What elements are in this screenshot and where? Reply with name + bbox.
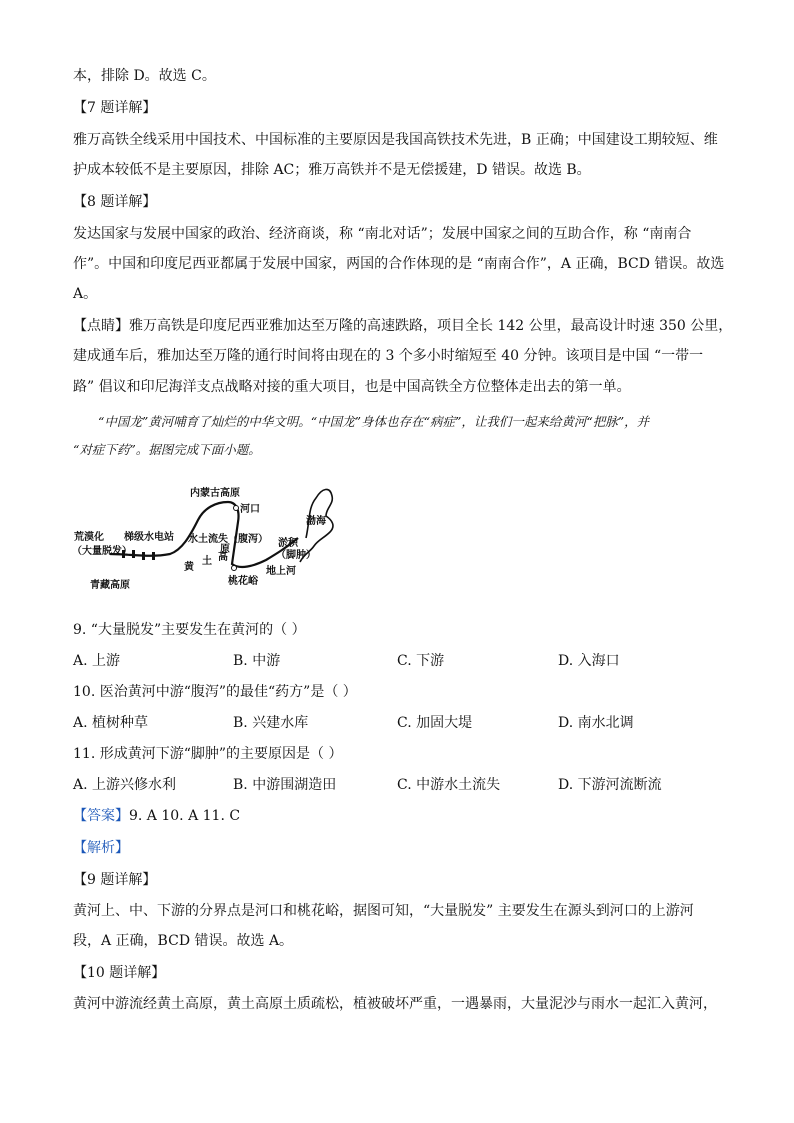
option-d: D. 南水北调 <box>558 715 634 731</box>
option-b: B. 兴建水库 <box>233 715 309 731</box>
text-line: 黄河上、中、下游的分界点是河口和桃花峪，据图可知，“大量脱发” 主要发生在源头到河口的上游河 <box>73 903 694 919</box>
question-stem: 11. 形成黄河下游“脚肿”的主要原因是（ ） <box>73 746 343 762</box>
text-line: 雅万高铁全线采用中国技术、中国标准的主要原因是我国高铁技术先进，B 正确；中国建设工期较短、维 <box>73 132 718 148</box>
map-label: （脚肿） <box>276 550 316 561</box>
q10-heading: 【10 题详解】 <box>73 965 166 981</box>
option-d: D. 入海口 <box>558 653 620 669</box>
map-label: 桃花峪 <box>228 576 258 587</box>
text-line: 建成通车后，雅加达至万隆的通行时间将由现在的 3 个多小时缩短至 40 分钟。该项目是中国 “一带一 <box>73 348 704 364</box>
text-line: 护成本较低不是主要原因，排除 AC；雅万高铁并不是无偿援建，D 错误。故选 B。 <box>73 162 591 178</box>
answer-label: 【答案】 <box>73 808 129 824</box>
map-label: 梯级水电站 <box>124 532 174 543</box>
option-c: C. 加固大堤 <box>397 715 473 731</box>
q8-heading: 【8 题详解】 <box>73 194 157 210</box>
map-label: 水土流失（腹泻） <box>188 534 268 545</box>
text-line: 黄河中游流经黄土高原，黄土高原土质疏松，植被破坏严重，一遇暴雨，大量泥沙与雨水一起汇入黄河， <box>73 996 717 1012</box>
answer-line <box>73 806 240 826</box>
map-label: 黄 <box>184 562 194 573</box>
map-label: 高 <box>218 552 228 563</box>
answer-text: 9. A 10. A 11. C <box>129 808 241 824</box>
text-line: A。 <box>73 286 98 302</box>
option-a: A. 植树种草 <box>73 715 149 731</box>
text-line: 段，A 正确，BCD 错误。故选 A。 <box>73 933 294 949</box>
map-label: 地上河 <box>266 566 296 577</box>
text-line: 路” 倡议和印尼海洋支点战略对接的重大项目，也是中国高铁全方位整体走出去的第一单。 <box>73 379 631 395</box>
analysis-label: 【解析】 <box>73 840 129 856</box>
option-b: B. 中游 <box>233 653 281 669</box>
map-label: 渤海 <box>306 516 326 527</box>
option-a: A. 上游 <box>73 653 121 669</box>
question-stem: 9. “大量脱发”主要发生在黄河的（ ） <box>73 622 306 638</box>
map-label: 土 <box>202 556 212 567</box>
text-line: 本，排除 D。故选 C。 <box>73 68 216 84</box>
q9-heading: 【9 题详解】 <box>73 872 157 888</box>
text-line: 【点睛】雅万高铁是印度尼西亚雅加达至万隆的高速跌路，项目全长 142 公里，最高设计时速 350 公里， <box>73 318 733 334</box>
option-c: C. 中游水土流失 <box>397 777 501 793</box>
map-label: 淤积 <box>278 538 298 549</box>
hekou-point <box>234 506 239 511</box>
intro-text: “对症下药”。据图完成下面小题。 <box>73 442 261 457</box>
intro-text: “中国龙”黄河哺育了灿烂的中华文明。“中国龙”身体也存在“病症”，让我们一起来给黄河“把脉”，并 <box>98 414 650 429</box>
option-d: D. 下游河流断流 <box>558 777 662 793</box>
text-line: 发达国家与发展中国家的政治、经济商谈，称 “南北对话”；发展中国家之间的互助合作，称 “南南合 <box>73 226 692 242</box>
option-b: B. 中游围湖造田 <box>233 777 337 793</box>
map-label: 原 <box>220 544 230 555</box>
map-label: 荒漠化 <box>74 532 104 543</box>
q7-heading: 【7 题详解】 <box>73 100 157 116</box>
map-label: 河口 <box>240 504 260 515</box>
question-stem: 10. 医治黄河中游“腹泻”的最佳“药方”是（ ） <box>73 684 357 700</box>
map-label: 内蒙古高原 <box>190 488 240 499</box>
option-c: C. 下游 <box>397 653 445 669</box>
map-label: （大量脱发） <box>72 546 132 557</box>
option-a: A. 上游兴修水利 <box>73 777 177 793</box>
text-line: 作”。中国和印度尼西亚都属于发展中国家，两国的合作体现的是 “南南合作”，A 正确，BCD 错误。故选 <box>73 256 725 272</box>
taohuayu-point <box>232 566 237 571</box>
map-label: 青藏高原 <box>90 580 130 591</box>
yellow-river-map <box>70 480 370 600</box>
